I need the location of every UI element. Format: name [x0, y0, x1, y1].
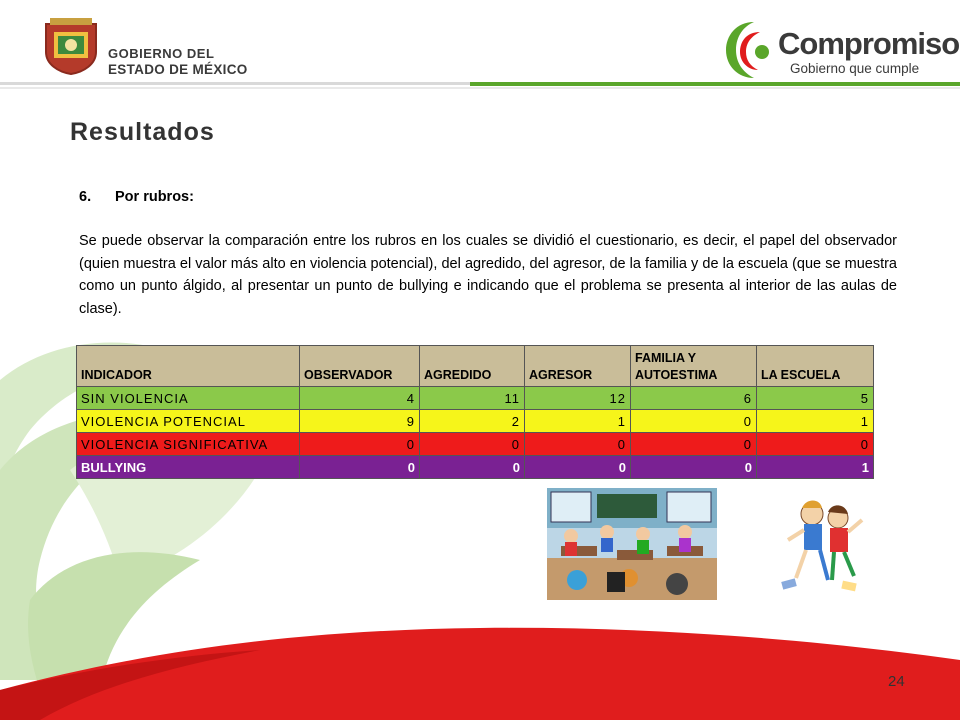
- slide-title: Resultados: [70, 118, 215, 146]
- body-paragraph: Se puede observar la comparación entre los rubros en los cuales se dividió el cuestionario, es decir, el papel del observador (quien muestra el valor más alto en violencia potencial), del agredido, del agresor, de la familia y de la escuela (que se muestra como un punto álgido, al presentar un punto de bullying e indicando que el problema se presenta al interior de las aulas de clase).: [79, 233, 897, 317]
- cell: 0: [631, 410, 757, 433]
- brand-block: [778, 28, 959, 76]
- section-number: 6.: [79, 189, 92, 205]
- results-table: [76, 345, 874, 479]
- table-row: [77, 387, 874, 410]
- section-heading: [79, 189, 194, 205]
- header-cell: OBSERVADOR: [300, 346, 420, 387]
- table-header-row: [77, 346, 874, 387]
- cell: 0: [300, 456, 420, 479]
- header-divider: [0, 82, 960, 92]
- section-title: Por rubros:: [115, 189, 194, 205]
- coat-of-arms-icon: [40, 14, 102, 76]
- cell: 0: [757, 433, 874, 456]
- cell: 0: [631, 433, 757, 456]
- cell: 0: [300, 433, 420, 456]
- cell: 0: [631, 456, 757, 479]
- government-name: [108, 46, 248, 77]
- cell: 5: [757, 387, 874, 410]
- compromiso-logo-icon: [724, 18, 780, 82]
- table-row: [77, 433, 874, 456]
- cell: 1: [757, 456, 874, 479]
- cell: 2: [420, 410, 525, 433]
- header-cell: LA ESCUELA: [757, 346, 874, 387]
- classroom-illustration: [547, 488, 717, 600]
- cell: 0: [525, 433, 631, 456]
- cell: 1: [757, 410, 874, 433]
- cell: 11: [420, 387, 525, 410]
- header-cell: INDICADOR: [77, 346, 300, 387]
- cell: 6: [631, 387, 757, 410]
- cell: 9: [300, 410, 420, 433]
- cell: 4: [300, 387, 420, 410]
- page-number: 24: [888, 673, 905, 690]
- cell: 1: [525, 410, 631, 433]
- brand-name: Compromiso: [778, 26, 960, 61]
- gov-line-1: GOBIERNO DEL: [108, 46, 215, 61]
- kids-fighting-illustration: [776, 494, 868, 592]
- cell: 0: [420, 433, 525, 456]
- header-cell: FAMILIA Y AUTOESTIMA: [631, 346, 757, 387]
- header-cell: AGREDIDO: [420, 346, 525, 387]
- row-label: BULLYING: [77, 456, 300, 479]
- header-label: AGRESOR: [529, 368, 593, 382]
- gov-line-2: ESTADO DE MÉXICO: [108, 62, 248, 77]
- header-cell: [525, 346, 631, 387]
- cell: 0: [420, 456, 525, 479]
- cell: 0: [525, 456, 631, 479]
- row-label: VIOLENCIA SIGNIFICATIVA: [77, 433, 300, 456]
- table-row: [77, 456, 874, 479]
- brand-tagline: Gobierno que cumple: [790, 61, 920, 76]
- row-label: SIN VIOLENCIA: [77, 387, 300, 410]
- cell: 12: [525, 387, 631, 410]
- row-label: VIOLENCIA POTENCIAL: [77, 410, 300, 433]
- table-row: [77, 410, 874, 433]
